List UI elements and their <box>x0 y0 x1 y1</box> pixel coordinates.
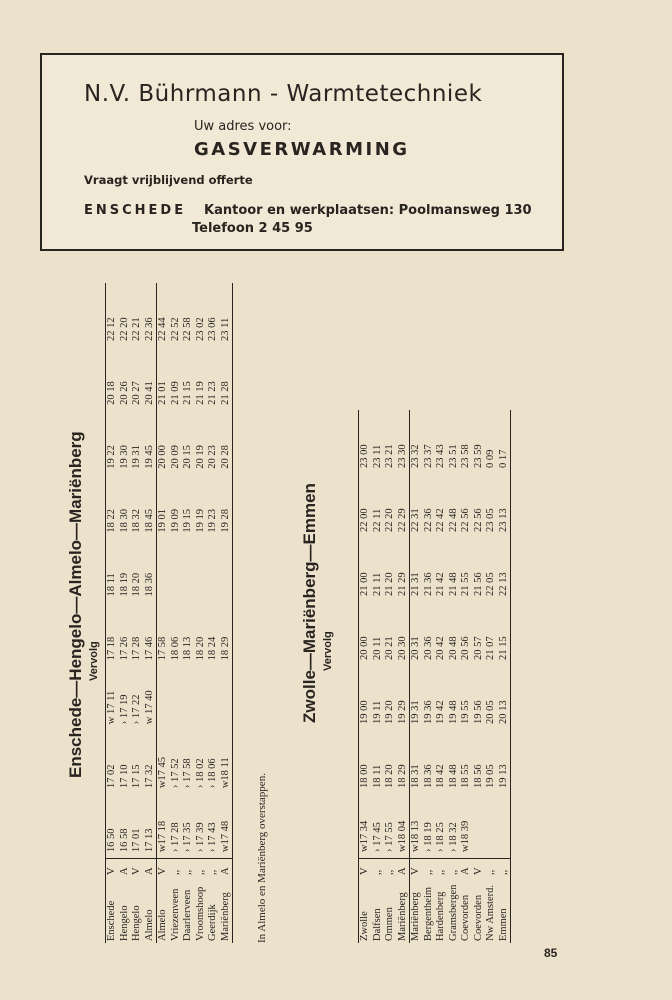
time-cell: w18 13 <box>410 794 423 859</box>
time-cell: 18 36 <box>143 572 155 597</box>
time-cell: 18 29 <box>396 764 408 788</box>
time-cell: 20 56 <box>460 636 472 660</box>
time-cell: 19 15 <box>182 508 194 533</box>
direction-marker: ,, <box>423 859 436 878</box>
time-cell: w18 39 <box>460 820 472 852</box>
advertisement-box <box>40 53 564 251</box>
time-cell: 22 42 <box>435 508 447 532</box>
direction-marker: V <box>410 859 423 878</box>
table-row <box>144 283 157 943</box>
time-cell <box>220 539 233 603</box>
table-row <box>435 410 448 943</box>
station-name: Mariënberg <box>410 877 423 943</box>
table-row <box>106 283 119 943</box>
time-cell: 19 48 <box>447 700 459 724</box>
section2-title: Zwolle—Mariënberg—Emmen <box>300 483 319 723</box>
time-cell: 21 07 <box>485 636 497 660</box>
time-cell: 22 31 <box>410 474 423 538</box>
time-cell: 20 11 <box>371 636 383 660</box>
station-name: Bergentheim <box>422 886 434 941</box>
direction-marker: V <box>359 859 372 878</box>
time-cell: 21 48 <box>447 572 459 596</box>
time-cell: 23 13 <box>498 474 511 538</box>
station-name: Mariënberg <box>396 892 408 941</box>
ad-intro-text: Uw adres voor: <box>194 119 292 134</box>
time-cell: 20 09 <box>169 445 181 469</box>
direction-marker: ,, <box>448 859 461 878</box>
table-row <box>131 283 144 943</box>
direction-marker: ,, <box>384 859 397 878</box>
time-cell: › 17 45 <box>371 822 383 852</box>
time-cell: 21 55 <box>460 572 472 596</box>
ad-offer-text: Vraagt vrijblijvend offerte <box>84 173 253 187</box>
time-cell: 18 13 <box>182 636 194 661</box>
time-cell: 22 21 <box>131 317 143 341</box>
time-cell <box>195 666 208 730</box>
time-cell: 23 11 <box>371 444 383 468</box>
station-name: Emmen <box>498 877 511 943</box>
time-cell: 23 43 <box>435 444 447 468</box>
rotated-timetable <box>60 283 545 943</box>
direction-marker: ,, <box>372 859 385 878</box>
time-cell: w17 45 <box>157 730 170 794</box>
time-cell: 21 09 <box>169 381 181 405</box>
time-cell: 23 11 <box>220 283 233 347</box>
time-cell: 20 26 <box>118 381 130 405</box>
time-cell: 17 15 <box>131 764 143 789</box>
station-name: Geerdijk <box>207 904 219 941</box>
direction-marker: ,, <box>485 859 498 878</box>
time-cell: 18 20 <box>194 636 206 661</box>
direction-marker: V <box>106 859 119 877</box>
time-cell: w 17 11 <box>106 666 119 730</box>
time-cell: 19 00 <box>359 666 372 730</box>
time-cell: w18 04 <box>396 820 408 852</box>
table-row <box>220 283 233 943</box>
time-cell: 19 45 <box>143 445 155 469</box>
direction-marker: ,, <box>170 859 183 877</box>
table-row <box>485 410 498 943</box>
time-cell: 20 13 <box>498 666 511 730</box>
station-name: Hengelo <box>118 905 130 941</box>
time-cell: 17 18 <box>106 602 119 666</box>
time-cell: 23 00 <box>359 410 372 474</box>
direction-marker: A <box>397 859 410 878</box>
time-cell <box>195 539 208 603</box>
time-cell: 19 01 <box>157 475 170 539</box>
time-cell: 20 41 <box>143 381 155 405</box>
table-row <box>448 410 461 943</box>
time-cell: 18 36 <box>422 764 434 788</box>
station-name: Nw Amsterd. <box>485 885 497 941</box>
table-row <box>359 410 372 943</box>
station-name: Almelo <box>157 877 170 943</box>
time-cell: › 17 58 <box>182 758 194 789</box>
time-cell <box>207 539 220 603</box>
time-cell: 19 29 <box>396 700 408 724</box>
time-cell <box>170 539 183 603</box>
time-cell: › 18 02 <box>194 758 206 789</box>
direction-marker: ,, <box>207 859 220 877</box>
time-cell: 17 10 <box>118 764 130 789</box>
table-row <box>498 410 511 943</box>
time-cell: w17 18 <box>157 794 170 858</box>
table-row <box>460 410 473 943</box>
section1-note: In Almelo en Mariënberg overstappen. <box>256 773 268 943</box>
time-cell: 22 20 <box>118 317 130 341</box>
station-name: Mariënberg <box>220 877 233 943</box>
time-cell: › 18 06 <box>207 758 219 789</box>
direction-marker: A <box>460 859 473 878</box>
time-cell: 17 58 <box>157 602 170 666</box>
time-cell: 0 09 <box>485 449 497 468</box>
time-cell: 23 21 <box>384 444 396 468</box>
time-cell: 16 58 <box>118 828 130 853</box>
time-cell: 20 21 <box>384 636 396 660</box>
time-cell <box>182 539 195 603</box>
time-cell: 21 29 <box>396 572 408 596</box>
table-row <box>195 283 208 943</box>
time-cell: 18 11 <box>106 539 119 603</box>
time-cell: 21 31 <box>410 538 423 602</box>
time-cell: 18 45 <box>143 508 155 533</box>
ad-city-text: ENSCHEDE <box>84 203 187 218</box>
time-cell: 19 05 <box>485 764 497 788</box>
time-cell: 20 00 <box>157 411 170 475</box>
time-cell <box>207 666 220 730</box>
time-cell: 18 20 <box>131 572 143 597</box>
station-name: Coevorden <box>460 894 472 941</box>
time-cell: 18 29 <box>220 602 233 666</box>
direction-marker: A <box>144 859 157 877</box>
time-cell: 22 29 <box>396 508 408 532</box>
direction-marker: V <box>131 859 144 877</box>
time-cell: 17 32 <box>143 764 155 789</box>
time-cell: 21 56 <box>472 572 484 596</box>
time-cell <box>157 539 170 603</box>
page-number: 85 <box>544 946 558 960</box>
time-cell: › 17 19 <box>118 694 130 725</box>
time-cell: › 17 39 <box>194 822 206 853</box>
station-name: Almelo <box>143 909 155 941</box>
ad-phone-text: Telefoon 2 45 95 <box>192 221 313 236</box>
station-name: Zwolle <box>359 877 372 943</box>
time-cell <box>473 794 486 859</box>
direction-marker: A <box>119 859 132 877</box>
time-cell: 23 30 <box>396 444 408 468</box>
table-row <box>423 410 436 943</box>
station-name: Daarlerveen <box>182 889 194 941</box>
time-cell: 23 59 <box>472 444 484 468</box>
time-cell: 17 13 <box>143 828 155 853</box>
station-name: Hengelo <box>131 905 143 941</box>
time-cell: 20 30 <box>396 636 408 660</box>
time-cell: 17 26 <box>118 636 130 661</box>
time-cell: 17 01 <box>131 828 143 853</box>
direction-marker: ,, <box>195 859 208 877</box>
direction-marker: ,, <box>435 859 448 878</box>
time-cell: 23 02 <box>194 317 206 341</box>
time-cell: › 17 35 <box>182 822 194 853</box>
time-cell: 18 55 <box>460 764 472 788</box>
table-row <box>182 283 195 943</box>
ad-product-text: GASVERWARMING <box>194 139 410 160</box>
time-cell: 21 19 <box>194 381 206 405</box>
time-cell: 20 00 <box>359 602 372 666</box>
time-cell: 17 02 <box>106 730 119 794</box>
time-cell: 20 42 <box>435 636 447 660</box>
time-cell: w17 48 <box>220 794 233 858</box>
time-cell: 22 56 <box>472 508 484 532</box>
time-cell: 18 42 <box>435 764 447 788</box>
time-cell: 19 42 <box>435 700 447 724</box>
time-cell: 19 20 <box>384 700 396 724</box>
time-cell <box>157 666 170 730</box>
station-name: Hardenberg <box>435 891 447 941</box>
time-cell: 23 58 <box>460 444 472 468</box>
time-cell: 19 19 <box>194 508 206 533</box>
table-row <box>207 283 220 943</box>
section2-subtitle: Vervolg <box>322 631 334 671</box>
ad-address-text: Kantoor en werkplaatsen: Poolmansweg 130 <box>204 203 532 218</box>
time-cell: 23 06 <box>207 317 219 341</box>
time-cell: 22 13 <box>498 538 511 602</box>
direction-marker: A <box>220 859 233 877</box>
time-cell: 18 11 <box>371 764 383 788</box>
time-cell: › 17 43 <box>207 822 219 853</box>
time-cell: w18 11 <box>220 730 233 794</box>
time-cell: 18 30 <box>118 508 130 533</box>
time-cell: 23 05 <box>485 508 497 532</box>
time-cell: 19 28 <box>220 475 233 539</box>
time-cell: 16 50 <box>106 794 119 858</box>
time-cell: 22 00 <box>359 474 372 538</box>
section1-timetable <box>105 283 233 943</box>
time-cell: 18 24 <box>207 636 219 661</box>
time-cell: 21 15 <box>182 381 194 405</box>
time-cell <box>182 666 195 730</box>
time-cell: 20 27 <box>131 381 143 405</box>
time-cell: › 17 55 <box>384 822 396 852</box>
time-cell: 20 28 <box>220 411 233 475</box>
time-cell: 20 57 <box>472 636 484 660</box>
table-row <box>410 410 423 943</box>
direction-marker: V <box>157 859 170 877</box>
time-cell: 21 00 <box>359 538 372 602</box>
table-row <box>119 283 132 943</box>
table-row <box>473 410 486 943</box>
table-row <box>157 283 170 943</box>
table-row <box>384 410 397 943</box>
time-cell: 23 51 <box>447 444 459 468</box>
time-cell: 18 56 <box>472 764 484 788</box>
station-name: Coevorden <box>472 894 484 941</box>
station-name: Enschede <box>106 877 119 943</box>
time-cell: 18 06 <box>169 636 181 661</box>
time-cell: 21 20 <box>384 572 396 596</box>
time-cell: 22 36 <box>422 508 434 532</box>
time-cell: 17 28 <box>131 636 143 661</box>
ad-company-title: N.V. Bührmann - Warmtetechniek <box>84 81 483 107</box>
direction-marker: ,, <box>498 859 511 878</box>
time-cell <box>170 666 183 730</box>
station-name: Vroomshoop <box>194 886 206 941</box>
table-row <box>170 283 183 943</box>
time-cell: 22 12 <box>106 283 119 347</box>
direction-marker: V <box>473 859 486 878</box>
time-cell: 17 46 <box>143 636 155 661</box>
time-cell: › 17 22 <box>131 694 143 725</box>
time-cell: 21 36 <box>422 572 434 596</box>
time-cell: 21 28 <box>220 347 233 411</box>
time-cell: 22 44 <box>157 283 170 347</box>
time-cell <box>485 794 498 859</box>
time-cell: 19 11 <box>371 700 383 724</box>
section2-timetable <box>358 410 511 943</box>
time-cell: 19 55 <box>460 700 472 724</box>
time-cell: 19 09 <box>169 508 181 533</box>
time-cell: 20 48 <box>447 636 459 660</box>
time-cell: w17 34 <box>359 794 372 859</box>
time-cell: 19 36 <box>422 700 434 724</box>
time-cell: 19 56 <box>472 700 484 724</box>
time-cell: 22 20 <box>384 508 396 532</box>
time-cell: 20 19 <box>194 445 206 469</box>
section1-subtitle: Vervolg <box>88 641 100 681</box>
station-name: Gramsbergen <box>447 884 459 941</box>
station-name: Dalfsen <box>371 908 383 941</box>
time-cell: 23 37 <box>422 444 434 468</box>
time-cell: › 18 25 <box>435 822 447 852</box>
time-cell: 19 23 <box>207 508 219 533</box>
station-name: Ommen <box>384 907 396 941</box>
time-cell: 22 48 <box>447 508 459 532</box>
time-cell: 22 11 <box>371 508 383 532</box>
time-cell: › 17 52 <box>169 758 181 789</box>
time-cell: 18 32 <box>131 508 143 533</box>
time-cell <box>220 666 233 730</box>
time-cell: 0 17 <box>498 410 511 474</box>
time-cell: 19 13 <box>498 730 511 794</box>
table-row <box>397 410 410 943</box>
time-cell: 18 20 <box>384 764 396 788</box>
time-cell: 20 18 <box>106 347 119 411</box>
time-cell: › 17 28 <box>169 822 181 853</box>
time-cell: 18 00 <box>359 730 372 794</box>
time-cell: 22 58 <box>182 317 194 341</box>
direction-marker: ,, <box>182 859 195 877</box>
time-cell: 18 31 <box>410 730 423 794</box>
time-cell: 19 31 <box>410 666 423 730</box>
time-cell: 19 31 <box>131 445 143 469</box>
time-cell: 20 31 <box>410 602 423 666</box>
time-cell: › 18 19 <box>422 822 434 852</box>
time-cell: 20 36 <box>422 636 434 660</box>
time-cell: 22 56 <box>460 508 472 532</box>
time-cell: w 17 40 <box>143 690 155 725</box>
time-cell: 19 22 <box>106 411 119 475</box>
time-cell: 21 23 <box>207 381 219 405</box>
table-row <box>372 410 385 943</box>
time-cell: 22 36 <box>143 317 155 341</box>
time-cell: 18 48 <box>447 764 459 788</box>
time-cell: 18 22 <box>106 475 119 539</box>
time-cell: 21 42 <box>435 572 447 596</box>
time-cell: 18 19 <box>118 572 130 597</box>
time-cell: 23 32 <box>410 410 423 474</box>
time-cell: 19 30 <box>118 445 130 469</box>
time-cell: 22 05 <box>485 572 497 596</box>
time-cell: 22 52 <box>169 317 181 341</box>
time-cell: 21 01 <box>157 347 170 411</box>
time-cell: 21 11 <box>371 572 383 596</box>
section1-title: Enschede—Hengelo—Almelo—Mariënberg <box>66 431 85 778</box>
time-cell: 20 15 <box>182 445 194 469</box>
station-name: Vriezenveen <box>169 888 181 941</box>
time-cell: 21 15 <box>498 602 511 666</box>
time-cell: 20 23 <box>207 445 219 469</box>
time-cell <box>498 794 511 859</box>
time-cell: › 18 32 <box>447 822 459 852</box>
time-cell: 20 05 <box>485 700 497 724</box>
